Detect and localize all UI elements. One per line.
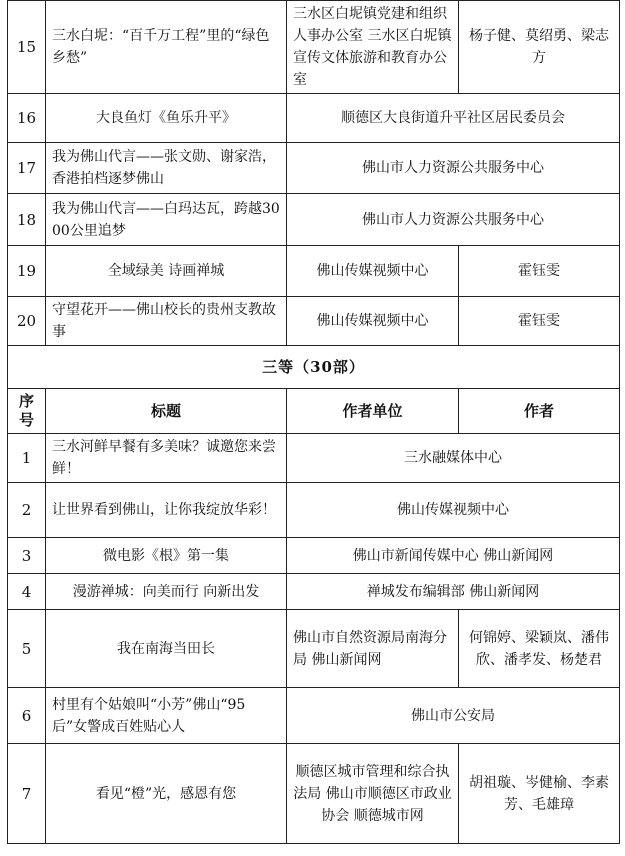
row-unit: 佛山传媒视频中心 bbox=[287, 483, 620, 538]
row-number: 17 bbox=[8, 143, 46, 194]
row-author: 何锦婷、梁颖岚、潘伟欣、潘孝发、杨楚君 bbox=[459, 610, 620, 688]
table-row bbox=[8, 143, 620, 194]
row-title: 全域绿美 诗画禅城 bbox=[46, 246, 287, 297]
row-title: 漫游禅城：向美而行 向新出发 bbox=[46, 574, 287, 610]
row-number: 3 bbox=[8, 538, 46, 574]
row-title: 微电影《根》第一集 bbox=[46, 538, 287, 574]
header-row bbox=[8, 389, 620, 434]
row-number: 5 bbox=[8, 610, 46, 688]
table-row bbox=[8, 246, 620, 297]
table-row bbox=[8, 744, 620, 844]
row-unit: 顺德区城市管理和综合执法局 佛山市顺德区市政业协会 顺德城市网 bbox=[287, 744, 459, 844]
awards-table bbox=[7, 0, 620, 844]
header-number: 序号 bbox=[8, 389, 46, 434]
table-row bbox=[8, 94, 620, 143]
table-row bbox=[8, 1, 620, 94]
table-row bbox=[8, 574, 620, 610]
row-title: 守望花开——佛山校长的贵州支教故事 bbox=[46, 297, 287, 346]
row-unit: 佛山传媒视频中心 bbox=[287, 246, 459, 297]
row-unit: 佛山市人力资源公共服务中心 bbox=[287, 194, 620, 246]
row-number: 1 bbox=[8, 434, 46, 483]
row-unit: 禅城发布编辑部 佛山新闻网 bbox=[287, 574, 620, 610]
row-title: 让世界看到佛山，让你我绽放华彩！ bbox=[46, 483, 287, 538]
row-title: 看见“橙”光，感恩有您 bbox=[46, 744, 287, 844]
table-row bbox=[8, 297, 620, 346]
row-title: 三水白坭：“百千万工程”里的“绿色乡愁” bbox=[46, 1, 287, 94]
row-unit: 顺德区大良街道升平社区居民委员会 bbox=[287, 94, 620, 143]
row-unit: 佛山市新闻传媒中心 佛山新闻网 bbox=[287, 538, 620, 574]
table-row bbox=[8, 538, 620, 574]
row-number: 2 bbox=[8, 483, 46, 538]
row-number: 7 bbox=[8, 744, 46, 844]
row-unit: 三水融媒体中心 bbox=[287, 434, 620, 483]
row-number: 18 bbox=[8, 194, 46, 246]
row-title: 我为佛山代言——张文勋、谢家浩，香港拍档逐梦佛山 bbox=[46, 143, 287, 194]
row-number: 15 bbox=[8, 1, 46, 94]
section-title: 三等（30部） bbox=[8, 346, 620, 389]
row-title: 大良鱼灯《鱼乐升平》 bbox=[46, 94, 287, 143]
table-row bbox=[8, 483, 620, 538]
row-unit: 佛山市公安局 bbox=[287, 688, 620, 744]
row-author: 霍钰雯 bbox=[459, 297, 620, 346]
row-unit: 三水区白坭镇党建和组织人事办公室 三水区白坭镇宣传文体旅游和教育办公室 bbox=[287, 1, 459, 94]
row-title: 我为佛山代言——白玛达瓦，跨越3000公里追梦 bbox=[46, 194, 287, 246]
row-title: 三水河鲜早餐有多美味？诚邀您来尝鲜！ bbox=[46, 434, 287, 483]
row-number: 20 bbox=[8, 297, 46, 346]
row-unit: 佛山市人力资源公共服务中心 bbox=[287, 143, 620, 194]
row-author: 杨子健、莫绍勇、梁志方 bbox=[459, 1, 620, 94]
row-author: 霍钰雯 bbox=[459, 246, 620, 297]
row-number: 16 bbox=[8, 94, 46, 143]
header-author: 作者 bbox=[459, 389, 620, 434]
row-number: 19 bbox=[8, 246, 46, 297]
header-title: 标题 bbox=[46, 389, 287, 434]
table-row bbox=[8, 688, 620, 744]
section-row bbox=[8, 346, 620, 389]
table-row bbox=[8, 194, 620, 246]
row-unit: 佛山市自然资源局南海分局 佛山新闻网 bbox=[287, 610, 459, 688]
row-title: 村里有个姑娘叫“小芳”佛山“95后”女警成百姓贴心人 bbox=[46, 688, 287, 744]
header-unit: 作者单位 bbox=[287, 389, 459, 434]
row-author: 胡祖璇、岑健榆、李素芳、毛雄璋 bbox=[459, 744, 620, 844]
table-row bbox=[8, 434, 620, 483]
row-unit: 佛山传媒视频中心 bbox=[287, 297, 459, 346]
row-title: 我在南海当田长 bbox=[46, 610, 287, 688]
row-number: 4 bbox=[8, 574, 46, 610]
row-number: 6 bbox=[8, 688, 46, 744]
table-row bbox=[8, 610, 620, 688]
